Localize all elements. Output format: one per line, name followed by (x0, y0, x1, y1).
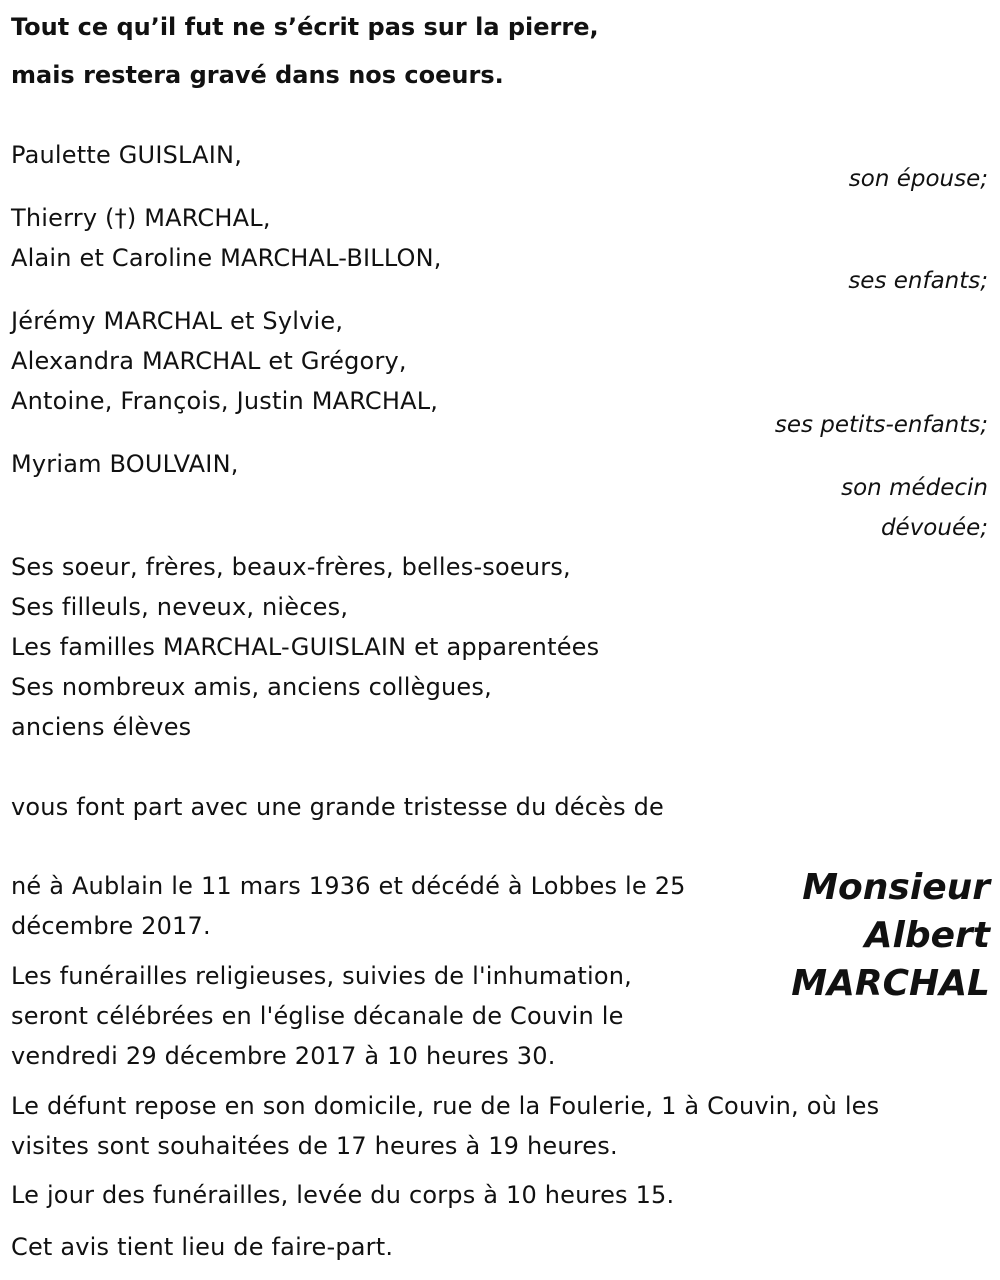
birth-line-2: décembre 2017. (11, 912, 211, 940)
grandchildren-role: ses petits-enfants; (774, 412, 988, 438)
child-1-first: Thierry ( (11, 204, 115, 232)
funeral-line-1: Les funérailles religieuses, suivies de l'inhumation, (11, 962, 632, 990)
visit-line-1: Le défunt repose en son domicile, rue de la Foulerie, 1 à Couvin, où les (11, 1092, 880, 1120)
child-1-last: ) MARCHAL, (126, 204, 271, 232)
removal-line: Le jour des funérailles, levée du corps à 10 heures 15. (11, 1181, 675, 1209)
funeral-line-3: vendredi 29 décembre 2017 à 10 heures 30. (11, 1042, 556, 1070)
others-line-4: Ses nombreux amis, anciens collègues, (11, 673, 492, 701)
cross-icon: † (114, 204, 127, 232)
birth-line-1: né à Aublain le 11 mars 1936 et décédé à Lobbes le 25 (11, 872, 686, 900)
child-1 (11, 198, 271, 238)
notice-line: Cet avis tient lieu de faire-part. (11, 1233, 394, 1261)
funeral-line-2: seront célébrées en l'église décanale de Couvin le (11, 1002, 624, 1030)
deceased-last-name: MARCHAL (791, 963, 990, 1004)
visit-line-2: visites sont souhaitées de 17 heures à 19 heures. (11, 1132, 618, 1160)
doctor-role-2: dévouée; (880, 515, 988, 541)
announcement: vous font part avec une grande tristesse du décès de (11, 793, 665, 821)
deceased-title: Monsieur (802, 867, 990, 908)
children-role: ses enfants; (848, 268, 988, 294)
doctor-name: Myriam BOULVAIN, (11, 450, 239, 478)
child-2: Alain et Caroline MARCHAL-BILLON, (11, 244, 442, 272)
others-line-5: anciens élèves (11, 713, 192, 741)
quote-line-1: Tout ce qu’il fut ne s’écrit pas sur la pierre, (11, 13, 599, 41)
spouse-role: son épouse; (848, 166, 988, 192)
others-line-2: Ses filleuls, neveux, nièces, (11, 593, 349, 621)
deceased-first-name: Albert (864, 915, 990, 956)
grandchild-2: Alexandra MARCHAL et Grégory, (11, 347, 407, 375)
doctor-role-1: son médecin (841, 475, 988, 501)
others-line-3: Les familles MARCHAL-GUISLAIN et apparentées (11, 633, 600, 661)
grandchild-1: Jérémy MARCHAL et Sylvie, (11, 307, 344, 335)
others-line-1: Ses soeur, frères, beaux-frères, belles-soeurs, (11, 553, 571, 581)
grandchild-3: Antoine, François, Justin MARCHAL, (11, 387, 439, 415)
deceased-name (791, 864, 990, 1008)
quote-line-2: mais restera gravé dans nos coeurs. (11, 61, 504, 89)
spouse-name: Paulette GUISLAIN, (11, 141, 243, 169)
